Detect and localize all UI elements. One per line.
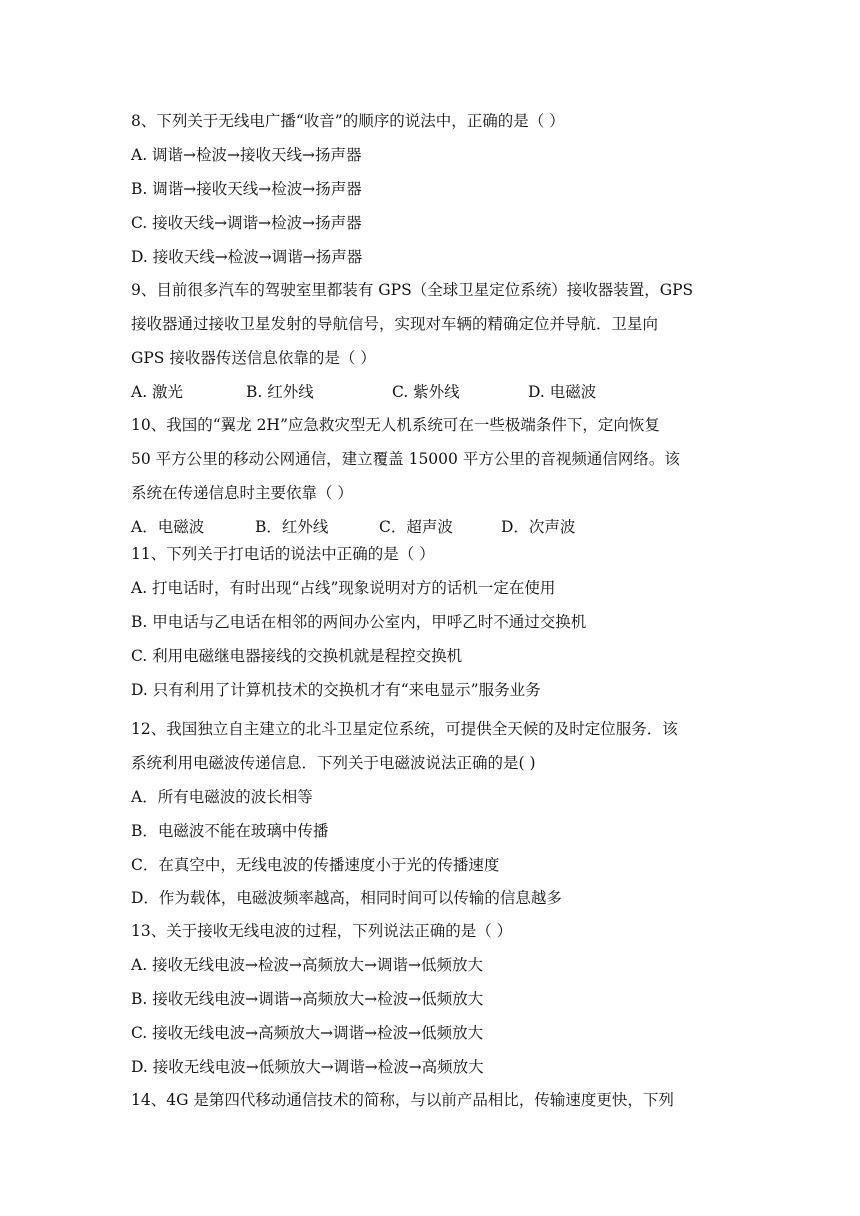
question-11-stem: 11、下列关于打电话的说法中正确的是（ ） xyxy=(131,545,435,563)
question-12-option-b: B．电磁波不能在玻璃中传播 xyxy=(131,822,329,840)
question-9-stem-line-2: 接收器通过接收卫星发射的导航信号，实现对车辆的精确定位并导航．卫星向 xyxy=(131,315,659,333)
question-11-option-d: D. 只有利用了计算机技术的交换机才有“来电显示”服务业务 xyxy=(131,681,541,699)
question-9-option-c: C. 紫外线 xyxy=(392,383,460,401)
question-9-stem-line-1: 9、目前很多汽车的驾驶室里都装有 GPS（全球卫星定位系统）接收器装置，GPS xyxy=(131,281,694,299)
question-10-option-c: C．超声波 xyxy=(379,518,453,536)
question-12-option-a: A．所有电磁波的波长相等 xyxy=(131,788,313,806)
question-12-option-d: D．作为载体，电磁波频率越高，相同时间可以传输的信息越多 xyxy=(131,889,562,907)
question-9-stem-line-3: GPS 接收器传送信息依靠的是（ ） xyxy=(131,349,376,367)
question-10-stem-line-3: 系统在传递信息时主要依靠（ ） xyxy=(131,484,353,502)
question-10-stem-line-2: 50 平方公里的移动公网通信，建立覆盖 15000 平方公里的音视频通信网络。该 xyxy=(131,450,680,468)
question-8-option-a: A. 调谐→检波→接收天线→扬声器 xyxy=(131,146,362,164)
question-13-option-a: A. 接收无线电波→检波→高频放大→调谐→低频放大 xyxy=(131,956,483,974)
question-8-option-c: C. 接收天线→调谐→检波→扬声器 xyxy=(131,214,362,232)
question-10-option-b: B．红外线 xyxy=(255,518,329,536)
question-10-option-d: D．次声波 xyxy=(501,518,576,536)
question-12-stem-line-2: 系统利用电磁波传递信息．下列关于电磁波说法正确的是( ) xyxy=(131,754,536,772)
question-9-option-b: B. 红外线 xyxy=(246,383,314,401)
question-8-option-d: D. 接收天线→检波→调谐→扬声器 xyxy=(131,248,363,266)
question-13-option-b: B. 接收无线电波→调谐→高频放大→检波→低频放大 xyxy=(131,990,484,1008)
question-11-option-a: A. 打电话时，有时出现“占线”现象说明对方的话机一定在使用 xyxy=(131,579,556,597)
question-9-option-a: A. 激光 xyxy=(131,383,184,401)
question-9-option-d: D. 电磁波 xyxy=(528,383,597,401)
question-8-option-b: B. 调谐→接收天线→检波→扬声器 xyxy=(131,180,362,198)
question-8-stem: 8、下列关于无线电广播“收音”的顺序的说法中，正确的是（ ） xyxy=(131,112,565,130)
question-12-stem-line-1: 12、我国独立自主建立的北斗卫星定位系统，可提供全天候的及时定位服务．该 xyxy=(131,720,678,738)
question-10-stem-line-1: 10、我国的“翼龙 2H”应急救灾型无人机系统可在一些极端条件下，定向恢复 xyxy=(131,416,660,434)
question-14-stem: 14、4G 是第四代移动通信技术的简称，与以前产品相比，传输速度更快，下列 xyxy=(131,1091,674,1109)
question-13-option-c: C. 接收无线电波→高频放大→调谐→检波→低频放大 xyxy=(131,1024,484,1042)
question-11-option-b: B. 甲电话与乙电话在相邻的两间办公室内，甲呼乙时不通过交换机 xyxy=(131,613,587,631)
question-13-stem: 13、关于接收无线电波的过程，下列说法正确的是（ ） xyxy=(131,922,513,940)
question-13-option-d: D. 接收无线电波→低频放大→调谐→检波→高频放大 xyxy=(131,1058,484,1076)
question-10-option-a: A．电磁波 xyxy=(131,518,205,536)
question-11-option-c: C. 利用电磁继电器接线的交换机就是程控交换机 xyxy=(131,647,463,665)
question-12-option-c: C．在真空中，无线电波的传播速度小于光的传播速度 xyxy=(131,856,500,874)
